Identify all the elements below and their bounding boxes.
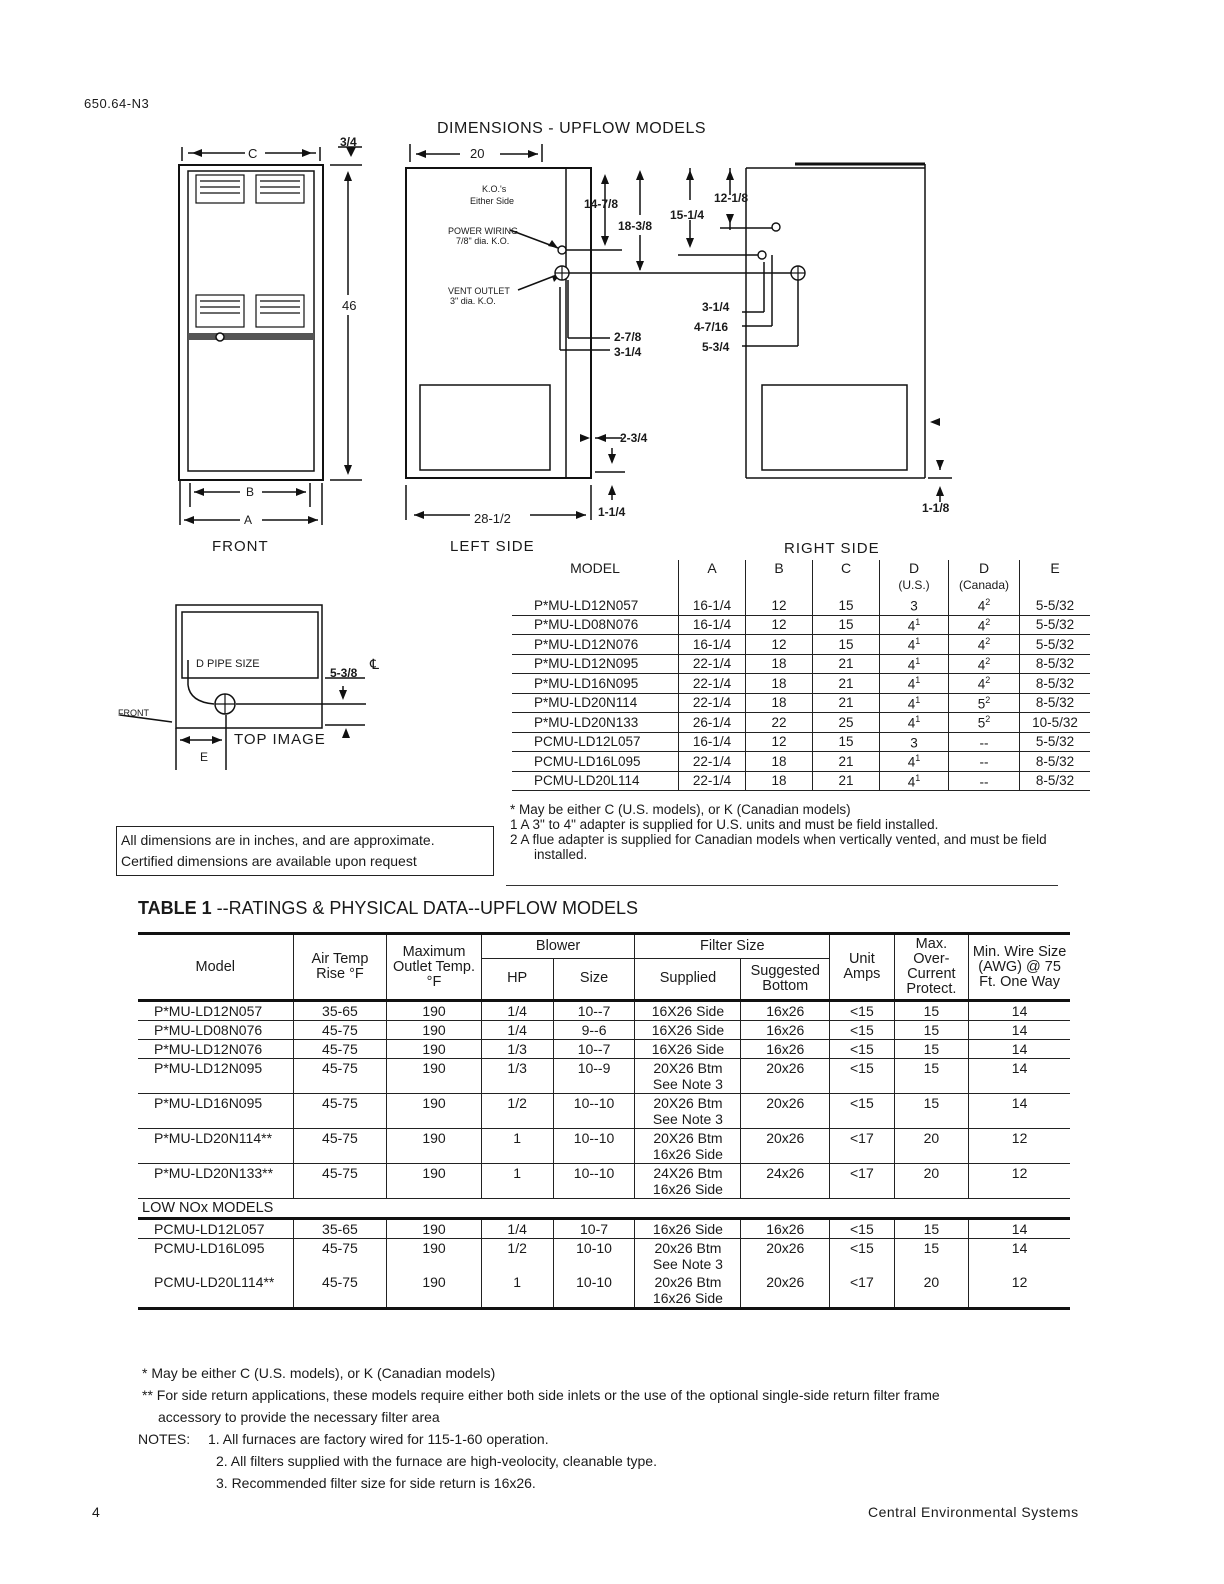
dim-table-row: PCMU-LD16L095 22-1/4 18 21 $4^1$ -- 8-5/32 (512, 752, 1090, 772)
front-label-b: B (246, 485, 255, 499)
dim-col-model: MODEL (570, 560, 620, 576)
front-caption: FRONT (212, 538, 269, 555)
dimensions-table (512, 560, 1090, 791)
left-dim-6: 1-1/4 (598, 505, 626, 519)
ratings-table-row: P*MU-LD08N076 45-75 190 1/4 9--6 16X26 Side 16x26 <15 15 14 (138, 1021, 1070, 1040)
power-wiring-label-1: POWER WIRING (448, 226, 518, 236)
ratings-table-row: PCMU-LD16L095 45-75 190 1/2 10-10 20x26 Btm See Note 3 20x26 <15 15 14 (138, 1239, 1070, 1274)
dim-col-a: A (679, 560, 746, 596)
ratings-table-row: PCMU-LD12L057 35-65 190 1/4 10-7 16x26 Side 16x26 <15 15 14 (138, 1219, 1070, 1239)
col-wire-size: Min. Wire Size (AWG) @ 75 Ft. One Way (969, 934, 1070, 1001)
ratings-table-row: P*MU-LD16N095 45-75 190 1/2 10--10 20X26 Btm See Note 3 20x26 <15 15 14 (138, 1094, 1070, 1129)
left-width-bottom: 28-1/2 (474, 511, 511, 526)
left-dim-2: 18-3/8 (618, 219, 653, 233)
dim-table-row: P*MU-LD12N076 16-1/4 12 15 $4^1$ $4^2$ 5-5/32 (512, 635, 1090, 655)
left-width-top: 20 (470, 146, 485, 161)
ratings-table-row: P*MU-LD12N057 35-65 190 1/4 10--7 16X26 Side 16x26 <15 15 14 (138, 1001, 1070, 1021)
footnote-double-star: ** For side return applications, these models require either both side inlets or the use of the optional single-side return filter frame (142, 1387, 940, 1403)
footnote-star: * May be either C (U.S. models), or K (Canadian models) (142, 1365, 496, 1381)
ratings-table-row: P*MU-LD20N114** 45-75 190 1 10--10 20X26 Btm 16x26 Side 20x26 <17 20 12 (138, 1129, 1070, 1164)
ko-label-1: K.O.'s (482, 184, 507, 194)
note-3: 3. Recommended filter size for side return is 16x26. (216, 1475, 536, 1491)
ko-label-2: Either Side (470, 196, 515, 206)
front-label-height: 46 (342, 298, 357, 313)
dim-table-row: P*MU-LD16N095 22-1/4 18 21 $4^1$ $4^2$ 8-5/32 (512, 674, 1090, 694)
dim-col-d-canada: D (Canada) (949, 560, 1020, 596)
right-side-caption: RIGHT SIDE (784, 540, 880, 557)
dim-col-e: E (1020, 560, 1091, 596)
col-max-outlet: Maximum Outlet Temp. °F (387, 934, 481, 1001)
approximate-dimensions-box: All dimensions are in inches, and are approximate. Certified dimensions are available upon request (116, 826, 494, 876)
document-id: 650.64-N3 (84, 96, 150, 111)
col-suggested: Suggested Bottom (741, 958, 830, 1000)
dim-table-row: P*MU-LD20N114 22-1/4 18 21 $4^1$ $5^2$ 8-5/32 (512, 693, 1090, 713)
ratings-table-row: P*MU-LD20N133** 45-75 190 1 10--10 24X26 Btm 16x26 Side 24x26 <17 20 12 (138, 1164, 1070, 1199)
table1-title: TABLE 1 --RATINGS & PHYSICAL DATA--UPFLOW MODELS (138, 898, 639, 918)
low-nox-section-row (138, 1199, 1070, 1219)
note-1: 1. All furnaces are factory wired for 115-1-60 operation. (208, 1431, 549, 1447)
left-dim-4: 3-1/4 (614, 345, 642, 359)
dimensions-title: DIMENSIONS - UPFLOW MODELS (437, 120, 707, 137)
col-model: Model (138, 934, 293, 1001)
top-image-label-e: E (200, 750, 209, 764)
right-dim-1: 12-1/8 (714, 191, 749, 205)
footnotes (138, 1362, 1082, 1494)
dim-note: * May be either C (U.S. models), or K (Canadian models) (510, 802, 851, 817)
right-dim-3: 3-1/4 (702, 300, 730, 314)
ratings-table (138, 932, 1070, 1310)
dim-table-row: PCMU-LD20L114 22-1/4 18 21 $4^1$ -- 8-5/32 (512, 771, 1090, 791)
col-air-temp: Air Temp Rise °F (293, 934, 387, 1001)
dim-table-row: P*MU-LD20N133 26-1/4 22 25 $4^1$ $5^2$ 10-5/32 (512, 713, 1090, 733)
top-image-caption: TOP IMAGE (234, 731, 326, 748)
front-view-diagram (170, 135, 370, 535)
vent-outlet-label-2: 3" dia. K.O. (450, 296, 496, 306)
vent-outlet-label-1: VENT OUTLET (448, 286, 510, 296)
dim-table-row: PCMU-LD12L057 16-1/4 12 15 3 -- 5-5/32 (512, 732, 1090, 752)
dim-col-d-us: D (U.S.) (880, 560, 949, 596)
ratings-table-row: PCMU-LD20L114** 45-75 190 1 10-10 20x26 Btm 16x26 Side 20x26 <17 20 12 (138, 1273, 1070, 1309)
front-label-c: C (248, 146, 258, 161)
top-image-dim: 5-3/8 (330, 666, 358, 680)
right-dim-4: 4-7/16 (694, 320, 729, 334)
power-wiring-label-2: 7/8" dia. K.O. (456, 236, 510, 246)
col-unit-amps: Unit Amps (830, 934, 895, 1001)
col-overcurrent: Max. Over- Current Protect. (894, 934, 969, 1001)
right-dim-2: 15-1/4 (670, 208, 705, 222)
front-label-a: A (244, 513, 253, 527)
low-nox-label: LOW NOx MODELS (138, 1199, 1070, 1219)
ratings-table-row: P*MU-LD12N076 45-75 190 1/3 10--7 16X26 Side 16x26 <15 15 14 (138, 1040, 1070, 1059)
col-blower: Blower (481, 934, 635, 959)
left-dim-5: 2-3/4 (620, 431, 648, 445)
dim-table-row: P*MU-LD12N095 22-1/4 18 21 $4^1$ $4^2$ 8-5/32 (512, 654, 1090, 674)
pipe-size-label: D PIPE SIZE (196, 658, 260, 670)
notes-label: NOTES: (138, 1431, 191, 1447)
right-dim-5: 5-3/4 (702, 340, 730, 354)
dim-col-c: C (813, 560, 880, 596)
col-supplied: Supplied (635, 958, 741, 1000)
ratings-table-row: P*MU-LD12N095 45-75 190 1/3 10--9 20X26 Btm See Note 3 20x26 <15 15 14 (138, 1059, 1070, 1094)
centerline-symbol: ℄ (370, 656, 379, 672)
dim-col-b: B (746, 560, 813, 596)
left-dim-1: 14-7/8 (584, 197, 619, 211)
dim-note: 2 A flue adapter is supplied for Canadian models when vertically vented, and must be field installed. (510, 832, 1047, 862)
brand-footer: Central Environmental Systems (868, 1504, 1079, 1520)
front-label-top: 3/4 (340, 135, 357, 149)
footnote-double-star-cont: accessory to provide the necessary filter area (158, 1409, 440, 1425)
left-dim-3: 2-7/8 (614, 330, 642, 344)
col-blower-size: Size (553, 958, 635, 1000)
dim-table-row: P*MU-LD08N076 16-1/4 12 15 $4^1$ $4^2$ 5-5/32 (512, 615, 1090, 635)
col-hp: HP (481, 958, 553, 1000)
dimension-notes (510, 802, 1070, 862)
col-filter: Filter Size (635, 934, 830, 959)
divider (506, 885, 1058, 886)
front-marker-label: FRONT (118, 708, 149, 718)
dim-note: 1 A 3" to 4" adapter is supplied for U.S. units and must be field installed. (510, 817, 939, 832)
page-number: 4 (92, 1504, 100, 1520)
left-side-caption: LEFT SIDE (450, 538, 535, 555)
right-dim-6: 1-1/8 (922, 501, 950, 515)
dim-table-row: P*MU-LD12N057 16-1/4 12 15 3 $4^2$ 5-5/32 (512, 596, 1090, 615)
note-2: 2. All filters supplied with the furnace are high-veolocity, cleanable type. (216, 1453, 657, 1469)
